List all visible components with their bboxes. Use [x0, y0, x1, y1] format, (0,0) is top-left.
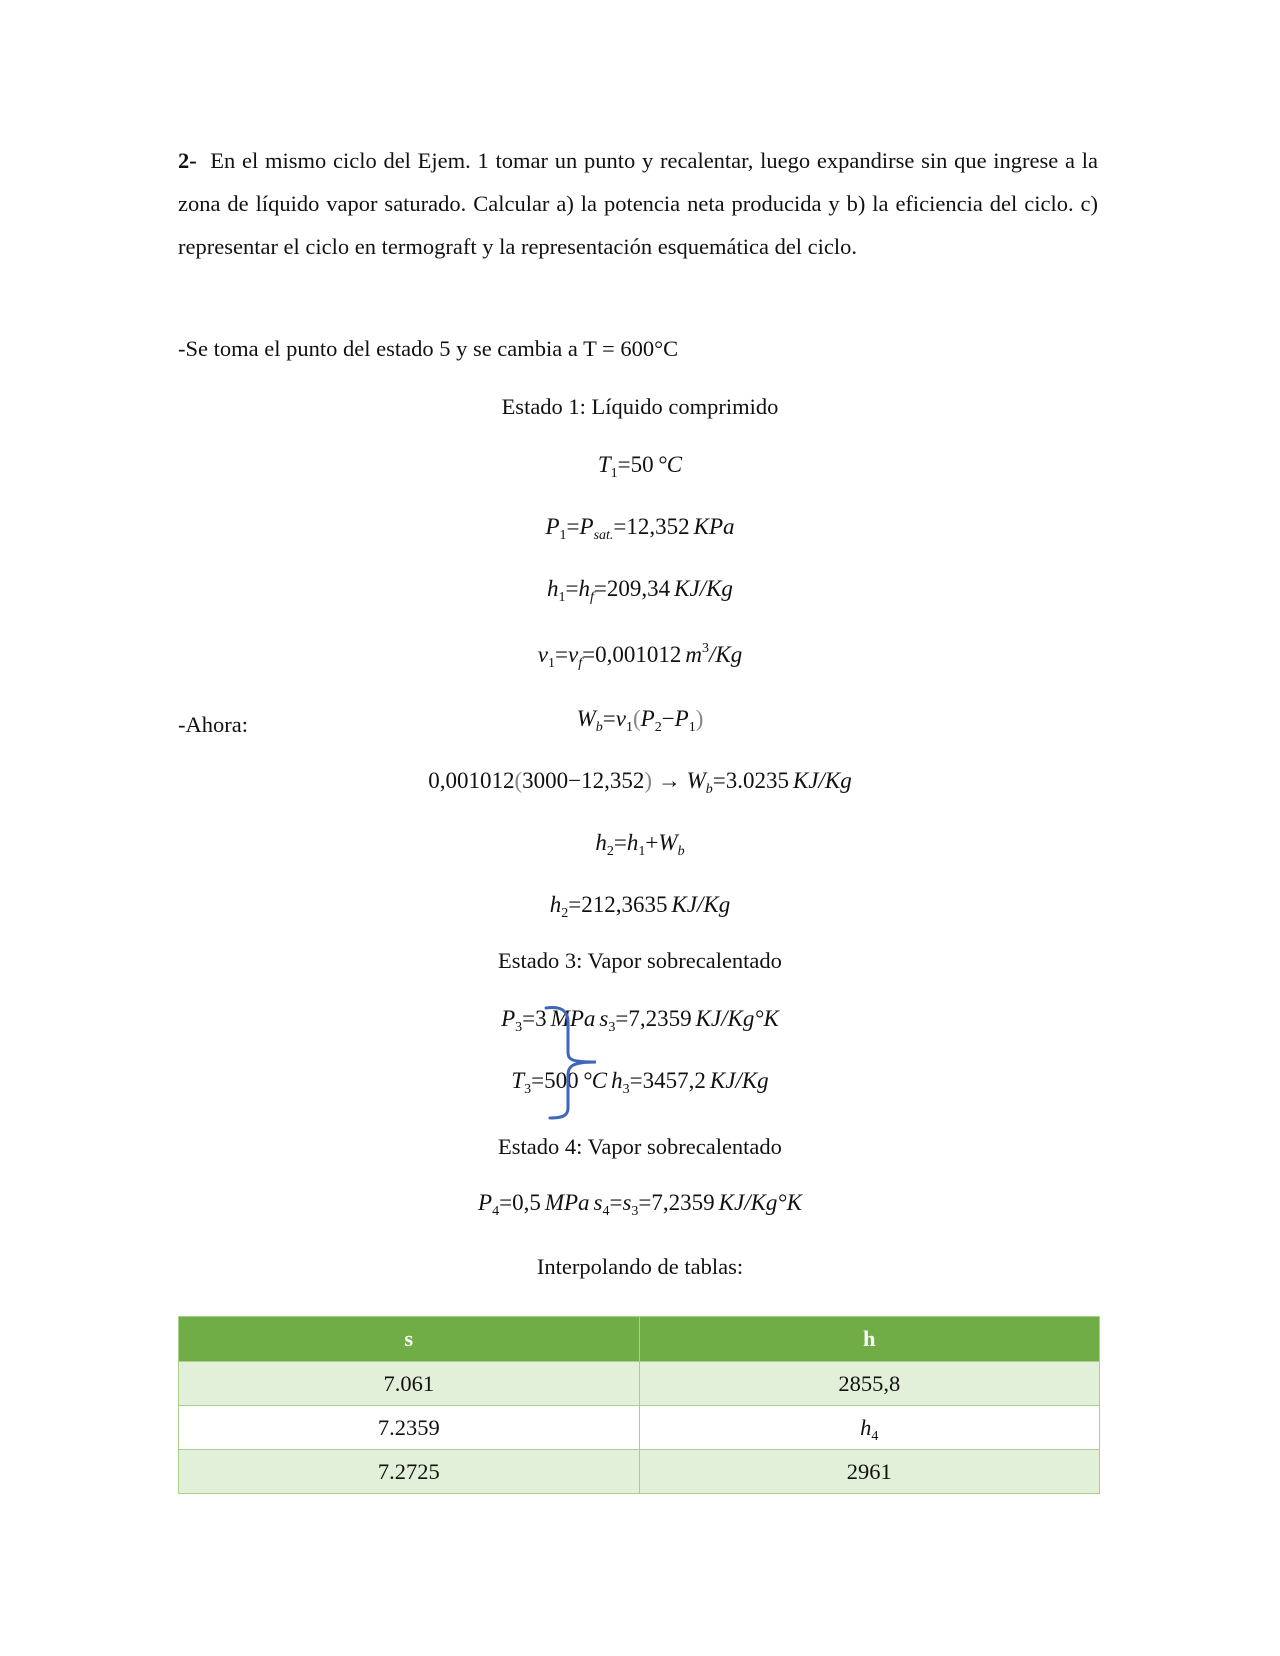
interpolation-table — [178, 1316, 1100, 1494]
eq-h1: $h_1=h_f=209,34$ KJ/Kg — [547, 576, 733, 605]
cell-s: 7.061 — [179, 1362, 640, 1406]
interp-title: Interpolando de tablas: — [536, 1254, 744, 1279]
note-line: -Se toma el punto del estado 5 y se cambia a T = 600°C — [178, 336, 679, 361]
cell-s: 7.2359 — [179, 1406, 640, 1450]
eq-p3-s3: $P_3=3$ MPa $s_3=7,2359$ KJ/Kg°K — [501, 1006, 779, 1035]
problem-text: En el mismo ciclo del Ejem. 1 tomar un punto y recalentar, luego expandirse sin que ingrese a la zona de líquido vapor saturado. Calcular a) la potencia neta producida y b) la eficiencia del ciclo. c) representar el ciclo en termograft y la representación esquemática del ciclo. — [178, 148, 1098, 259]
eq-h2-value: $h_2=212,3635$ KJ/Kg — [549, 892, 731, 921]
eq-t1: $T_1=50$ °C — [597, 452, 683, 481]
table-row — [179, 1450, 1100, 1494]
col-header-s: s — [179, 1317, 640, 1362]
eq-p4-s4: $P_4=0,5$ MPa $s_4=s_3=7,2359$ KJ/Kg°K — [478, 1190, 802, 1219]
problem-number: 2- — [178, 148, 197, 173]
state3-title: Estado 3: Vapor sobrecalentado — [498, 948, 782, 973]
cell-h: $h_4$ — [639, 1406, 1100, 1450]
eq-p1: $P_1=P_{sat.}=12,352$ KPa — [545, 514, 735, 543]
table-row — [179, 1362, 1100, 1406]
eq-v1: $v_1=v_f=0,001012$ $m^3/Kg$ — [537, 641, 743, 671]
col-header-h: h — [639, 1317, 1100, 1362]
cell-h: 2961 — [639, 1450, 1100, 1494]
eq-wb-formula: $W_b=v_1(P_2-P_1)$ — [576, 706, 704, 735]
state4-title: Estado 4: Vapor sobrecalentado — [498, 1134, 782, 1159]
ahora-label: -Ahora: — [178, 712, 248, 737]
eq-h2-formula: $h_2=h_1+W_b$ — [595, 830, 685, 859]
state1-title: Estado 1: Líquido comprimido — [501, 394, 779, 419]
handwritten-brace-mark — [540, 1004, 600, 1122]
cell-s: 7.2725 — [179, 1450, 640, 1494]
table-header-row — [179, 1317, 1100, 1362]
eq-wb-calc: $0,001012(3000-12,352) \to W_b=3.0235$ KJ/Kg — [428, 768, 852, 797]
problem-statement — [178, 139, 1098, 268]
eq-t3-h3: $T_3=500$ °C $h_3=3457,2$ KJ/Kg — [511, 1068, 769, 1097]
cell-h: 2855,8 — [639, 1362, 1100, 1406]
table-row — [179, 1406, 1100, 1450]
